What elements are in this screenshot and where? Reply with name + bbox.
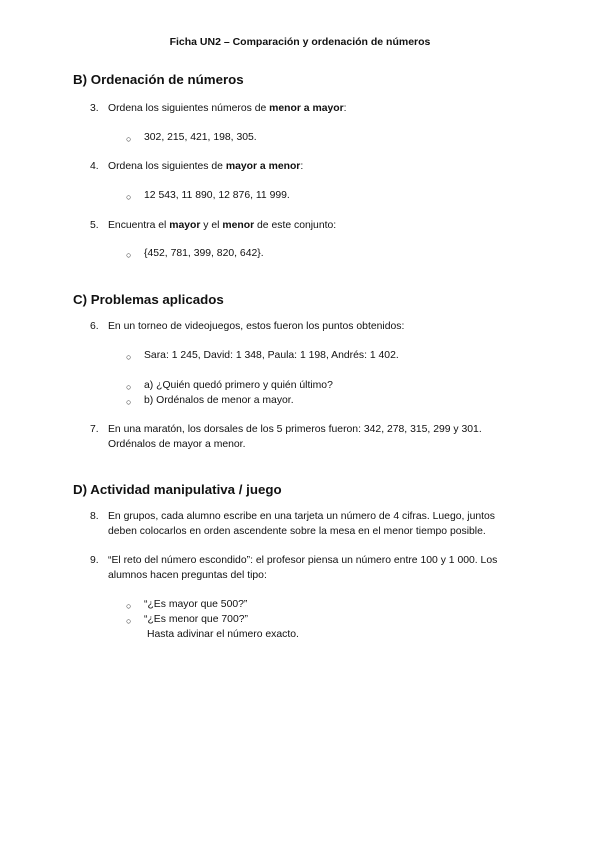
item-9-line-1: “El reto del número escondido”: el profesor piensa un número entre 100 y 1 000. Los xyxy=(108,555,498,566)
bullet-icon: ○ xyxy=(126,601,132,611)
item-text-3: Ordena los siguientes números de menor a mayor: xyxy=(108,103,347,114)
item-text-5: Encuentra el mayor y el menor de este conjunto: xyxy=(108,220,337,231)
item-3-bullet-1: 302, 215, 421, 198, 305. xyxy=(144,132,257,143)
item-7-line-1: En una maratón, los dorsales de los 5 primeros fueron: 342, 278, 315, 299 y 301. xyxy=(108,424,482,435)
section-heading-b: B) Ordenación de números xyxy=(73,72,244,87)
item-number-9: 9. xyxy=(90,555,99,566)
item-number-4: 4. xyxy=(90,161,99,172)
item-number-5: 5. xyxy=(90,220,99,231)
section-heading-d: D) Actividad manipulativa / juego xyxy=(73,482,282,497)
item-7-line-2: Ordénalos de mayor a menor. xyxy=(108,439,246,450)
item-8-line-1: En grupos, cada alumno escribe en una tarjeta un número de 4 cifras. Luego, juntos xyxy=(108,511,496,522)
item-9-line-2: alumnos hacen preguntas del tipo: xyxy=(108,570,267,581)
item-text-4: Ordena los siguientes de mayor a menor: xyxy=(108,161,304,172)
bullet-icon: ○ xyxy=(126,192,132,202)
item-text-6: En un torneo de videojuegos, estos fueron los puntos obtenidos: xyxy=(108,321,405,332)
item-6-bullet-2: a) ¿Quién quedó primero y quién último? xyxy=(144,380,333,391)
bullet-icon: ○ xyxy=(126,352,132,362)
bullet-icon: ○ xyxy=(126,250,132,260)
item-9-bullet-2: “¿Es menor que 700?” xyxy=(144,614,248,625)
item-8-line-2: deben colocarlos en orden ascendente sobre la mesa en el menor tiempo posible. xyxy=(108,526,486,537)
bullet-icon: ○ xyxy=(126,382,132,392)
item-number-7: 7. xyxy=(90,424,99,435)
item-number-3: 3. xyxy=(90,103,99,114)
bullet-icon: ○ xyxy=(126,134,132,144)
item-5-bullet-1: {452, 781, 399, 820, 642}. xyxy=(144,248,264,259)
item-6-bullet-3: b) Ordénalos de menor a mayor. xyxy=(144,395,294,406)
item-4-bullet-1: 12 543, 11 890, 12 876, 11 999. xyxy=(144,190,290,201)
section-heading-c: C) Problemas aplicados xyxy=(73,292,224,307)
bullet-icon: ○ xyxy=(126,397,132,407)
bullet-icon: ○ xyxy=(126,616,132,626)
item-6-bullet-1: Sara: 1 245, David: 1 348, Paula: 1 198, Andrés: 1 402. xyxy=(144,350,399,361)
page-title: Ficha UN2 – Comparación y ordenación de números xyxy=(169,36,431,48)
item-9-bullet-1: “¿Es mayor que 500?” xyxy=(144,599,248,610)
item-number-8: 8. xyxy=(90,511,99,522)
item-9-continuation: Hasta adivinar el número exacto. xyxy=(147,629,299,640)
item-number-6: 6. xyxy=(90,321,99,332)
